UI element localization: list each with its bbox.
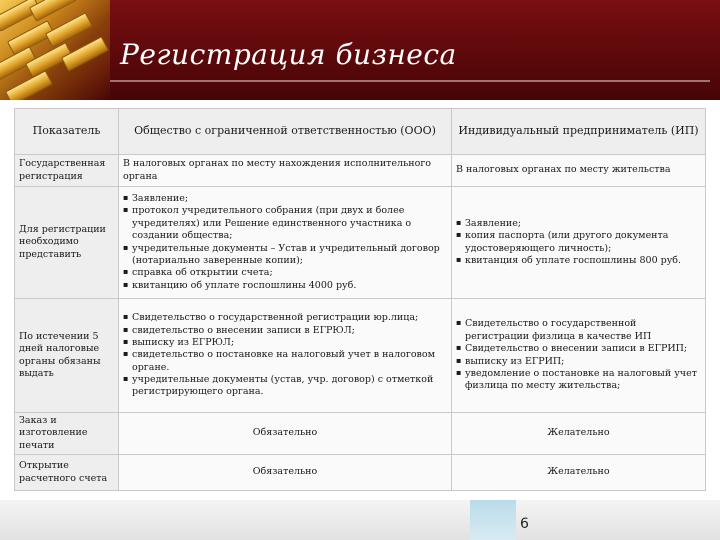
cell-ooo: [119, 299, 452, 413]
list-item: ▪ Свидетельство о внесении записи в ЕГРИП;: [456, 343, 701, 355]
row-label: Заказ и изготовление печати: [15, 413, 119, 455]
table-row: [15, 187, 706, 299]
list-item: ▪ выписку из ЕГРЮЛ;: [123, 337, 447, 349]
list-item: ▪ Заявление;: [123, 193, 447, 205]
list-item: ▪ Свидетельство о государственной регистрации физлица в качестве ИП: [456, 318, 701, 343]
list-item: ▪ протокол учредительного собрания (при двух и более учредителях) или Решение единственного участника о создании общества;: [123, 205, 447, 242]
cell-ooo: Обязательно: [119, 455, 452, 491]
cell-ooo: [119, 187, 452, 299]
list-item: ▪ выписку из ЕГРИП;: [456, 356, 701, 368]
row-label: Для регистрации необходимо представить: [15, 187, 119, 299]
cell-ooo: В налоговых органах по месту нахождения исполнительного органа: [119, 155, 452, 187]
list-item: ▪ справка об открытии счета;: [123, 267, 447, 279]
cell-ooo: Обязательно: [119, 413, 452, 455]
gold-bars-image: [0, 0, 110, 100]
list: [123, 193, 447, 292]
row-label: По истечении 5 дней налоговые органы обязаны выдать: [15, 299, 119, 413]
footer-strip: [0, 500, 720, 540]
list-item: ▪ свидетельство о постановке на налоговый учет в налоговом органе.: [123, 349, 447, 374]
list: [456, 318, 701, 392]
table-header-row: [15, 109, 706, 155]
table-row: [15, 155, 706, 187]
list: [123, 312, 447, 398]
footer-accent: [470, 500, 516, 540]
row-label: Государственная регистрация: [15, 155, 119, 187]
row-label: Открытие расчетного счета: [15, 455, 119, 491]
list-item: ▪ Свидетельство о государственной регистрации юр.лица;: [123, 312, 447, 324]
header-ooo: Общество с ограниченной ответственностью (ООО): [119, 109, 452, 155]
cell-ip: [452, 187, 706, 299]
comparison-table: [14, 108, 706, 491]
cell-ip: [452, 299, 706, 413]
list: [456, 218, 701, 267]
cell-ip: Желательно: [452, 455, 706, 491]
list-item: ▪ учредительные документы – Устав и учредительный договор (нотариально заверенные копии);: [123, 243, 447, 268]
slide-header: [0, 0, 720, 100]
list-item: ▪ копия паспорта (или другого документа удостоверяющего личность);: [456, 230, 701, 255]
slide-title: Регистрация бизнеса: [120, 38, 457, 71]
list-item: ▪ свидетельство о внесении записи в ЕГРЮЛ;: [123, 325, 447, 337]
list-item: ▪ Заявление;: [456, 218, 701, 230]
cell-ip: В налоговых органах по месту жительства: [452, 155, 706, 187]
list-item: ▪ учредительные документы (устав, учр. договор) с отметкой регистрирующего органа.: [123, 374, 447, 399]
table-row: [15, 455, 706, 491]
header-indicator: Показатель: [15, 109, 119, 155]
header-divider: [110, 80, 710, 82]
list-item: ▪ уведомление о постановке на налоговый учет физлица по месту жительства;: [456, 368, 701, 393]
page-number: 6: [520, 516, 529, 532]
table-row: [15, 299, 706, 413]
list-item: ▪ квитанцию об уплате госпошлины 4000 руб.: [123, 280, 447, 292]
cell-ip: Желательно: [452, 413, 706, 455]
list-item: ▪ квитанция об уплате госпошлины 800 руб.: [456, 255, 701, 267]
table-row: [15, 413, 706, 455]
header-ip: Индивидуальный предприниматель (ИП): [452, 109, 706, 155]
